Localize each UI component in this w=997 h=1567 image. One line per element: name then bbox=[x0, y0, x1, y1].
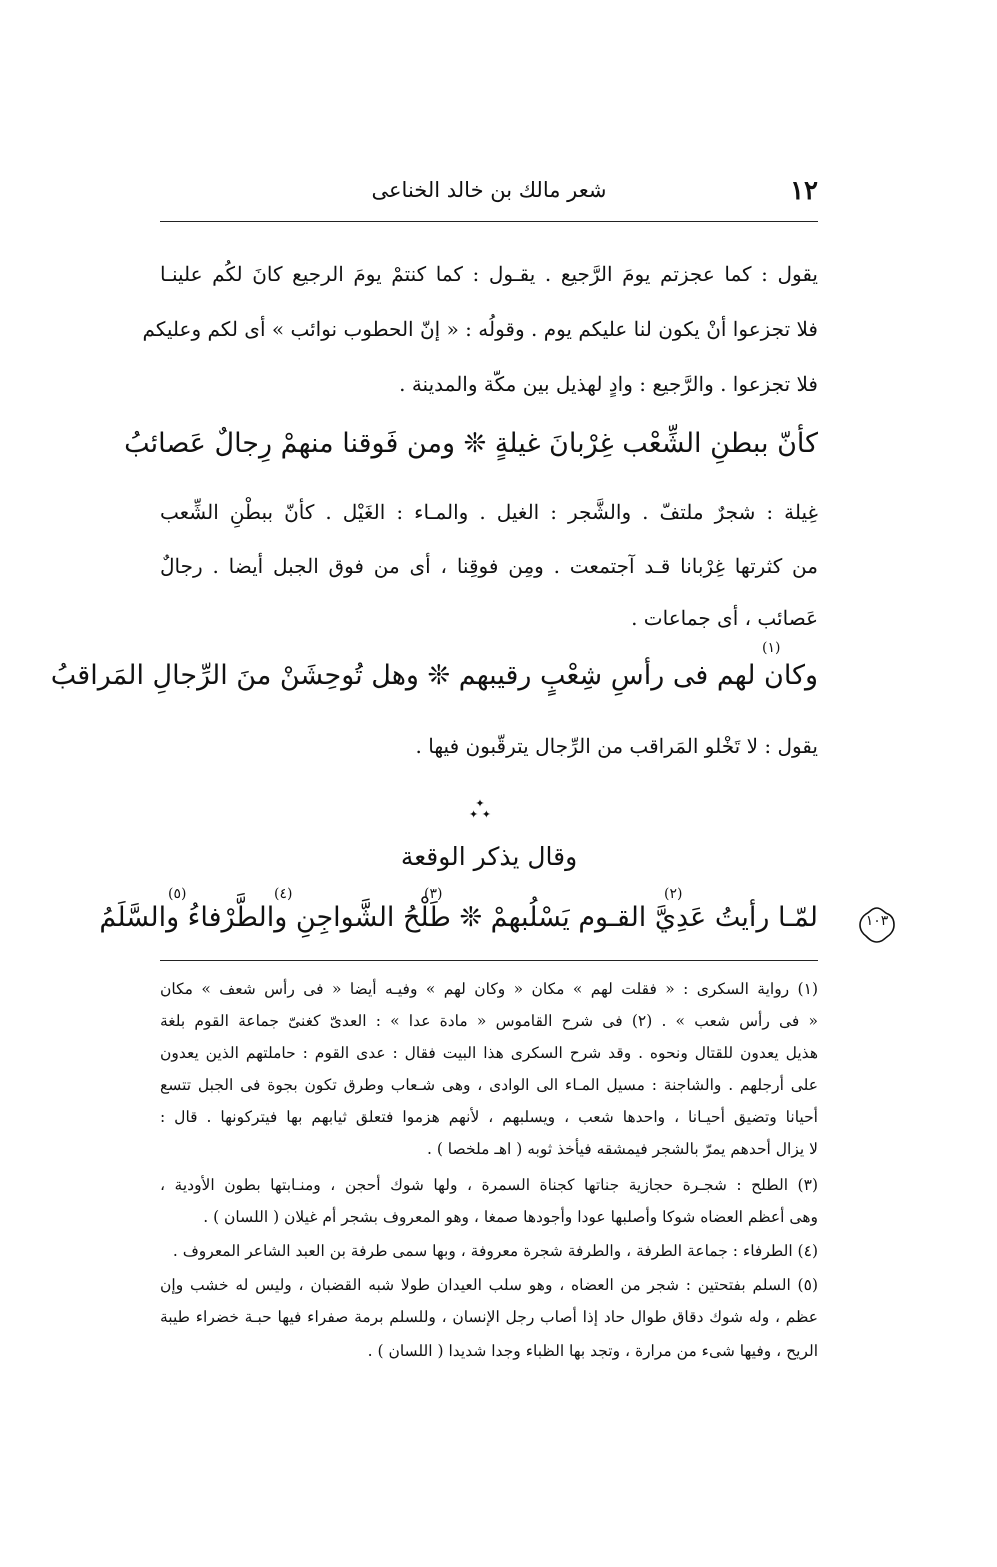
commentary-line: يقول : لا تَخْلو المَراقب من الرِّجال يترقّبون فيها . bbox=[415, 734, 818, 758]
running-title: شعر مالك بن خالد الخناعى bbox=[371, 178, 607, 202]
commentary-line: فلا تجزعوا . والرَّجيع : وادٍ لهذيل بين مكّة والمدينة . bbox=[399, 372, 818, 396]
page-header bbox=[160, 172, 818, 216]
margin-page-reference bbox=[858, 906, 896, 944]
footnote-marker: (٢) bbox=[664, 886, 683, 902]
footnote-line: أحيانا وتضيق أحيـانا ، واحدها شعب ، ويسلبهم ، لأنهم هزموا فتعلق ثيابهم بها فيتركونها . قال : bbox=[160, 1108, 818, 1126]
footnote-line: عظم ، وله شوك دقاق طوال حاد إذا أصاب رجل الإنسان ، وللسلم برمة صفراء فيها حبـة خضراء طيبة bbox=[160, 1308, 818, 1326]
footnote-rule bbox=[160, 960, 818, 961]
footnote-line: على أرجلهم . والشاجنة : مسيل المـاء الى الوادى ، وهى شـعاب وطرق تكون بجوة فى الجبل تتسع bbox=[160, 1076, 818, 1094]
footnote-line: (٤) الطرفاء : جماعة الطرفة ، والطرفة شجرة معروفة ، وبها سمى طرفة بن العبد الشاعر المعروف . bbox=[172, 1242, 818, 1260]
footnote-line: (٥) السلم بفتحتين : شجر من العضاه ، وهو سلب العيدان طولا شبه القضبان ، وليس له خشب وإن bbox=[160, 1276, 818, 1294]
asterism-star-icon: ✦ ✦ bbox=[469, 808, 491, 821]
footnote-line: (٣) الطلح : شجـرة حجازية جناتها كجناة السمرة ، ولها شوك أحجن ، ومنـابتها بطون الأودية ، bbox=[160, 1176, 818, 1194]
header-rule bbox=[160, 221, 818, 222]
commentary-line: عَصائب ، أى جماعات . bbox=[631, 606, 818, 630]
commentary-line: غِيلة : شجرٌ ملتفّ . والشَّجر : الغيل . والمـاء : الغَيْل . كأنّ ببطْنِ الشِّعب bbox=[160, 500, 818, 524]
footnote-line: لا يزال أحدهم يمرّ بالشجر فيمشقه فيأخذ ثوبه ( اهـ ملخصا ) . bbox=[426, 1140, 818, 1158]
section-title: وقال يذكر الوقعة bbox=[400, 842, 578, 871]
footnote-line: الريح ، وفيها شىء من مرارة ، وتجد بها الظباء وجدا شديدا ( اللسان ) . bbox=[367, 1342, 818, 1360]
verse-line: كأنّ ببطنِ الشِّعْب غِرْبانَ غيلةٍ ❊ ومن فَوقنا منهمْ رِجالٌ عَصائبُ bbox=[124, 428, 818, 459]
verse-line: لمّـا رأيتُ عَدِيَّ القـوم يَسْلُبهمْ ❊ طَلْحُ الشَّواجِنِ والطَّرْفاءُ والسَّلَمُ bbox=[99, 902, 818, 933]
footnote-line: وهى أعظم العضاه شوكا وأصلبها عودا وأجودها صمغا ، وهو المعروف بشجر أم غيلان ( اللسان ) . bbox=[203, 1208, 818, 1226]
footnote-marker: (١) bbox=[762, 640, 781, 656]
commentary-line: فلا تجزعوا أنْ يكون لنا عليكم يوم . وقولُه : « إنّ الحطوب نوائب » أى لكم وعليكم bbox=[142, 317, 818, 341]
footnote-line: هذيل يعدون للقتال ونحوه . وقد شرح السكرى هذا البيت فقال : عدى القوم : حاملتهم الذين يعدون bbox=[160, 1044, 818, 1062]
footnote-line: « فى رأس شعب » . (٢) فى شرح القاموس « مادة عدا » : العدىّ كغنىّ جماعة القوم بلغة bbox=[160, 1012, 818, 1030]
page-number: ١٢ bbox=[790, 176, 818, 206]
margin-ref-number: ١٠٣ bbox=[865, 913, 889, 929]
footnote-marker: (٤) bbox=[274, 886, 293, 902]
footnote-line: (١) رواية السكرى : « فقلت لهم » مكان « وكان لهم » وفيـه أيضا « فى رأس شعف » مكان bbox=[160, 980, 818, 998]
commentary-line: يقول : كما عجزتم يومَ الرَّجيع . يقـول : كما كنتمْ يومَ الرجيع كانَ لكُم علينـا bbox=[160, 262, 818, 286]
verse-line: وكان لهم فى رأسِ شِعْبٍ رقيبهم ❊ وهل تُوحِشَنْ منَ الرِّجالِ المَراقبُ bbox=[50, 660, 818, 691]
footnote-marker: (٣) bbox=[424, 886, 443, 902]
commentary-line: من كثرتها غِرْبانا قـد آجتمعت . ومِن فوقِنا ، أى من فوق الجبل أيضا . رجالٌ bbox=[160, 554, 818, 578]
asterism-ornament bbox=[440, 798, 520, 820]
asterism-star-icon: ✦ bbox=[475, 797, 485, 810]
footnote-marker: (٥) bbox=[168, 886, 187, 902]
